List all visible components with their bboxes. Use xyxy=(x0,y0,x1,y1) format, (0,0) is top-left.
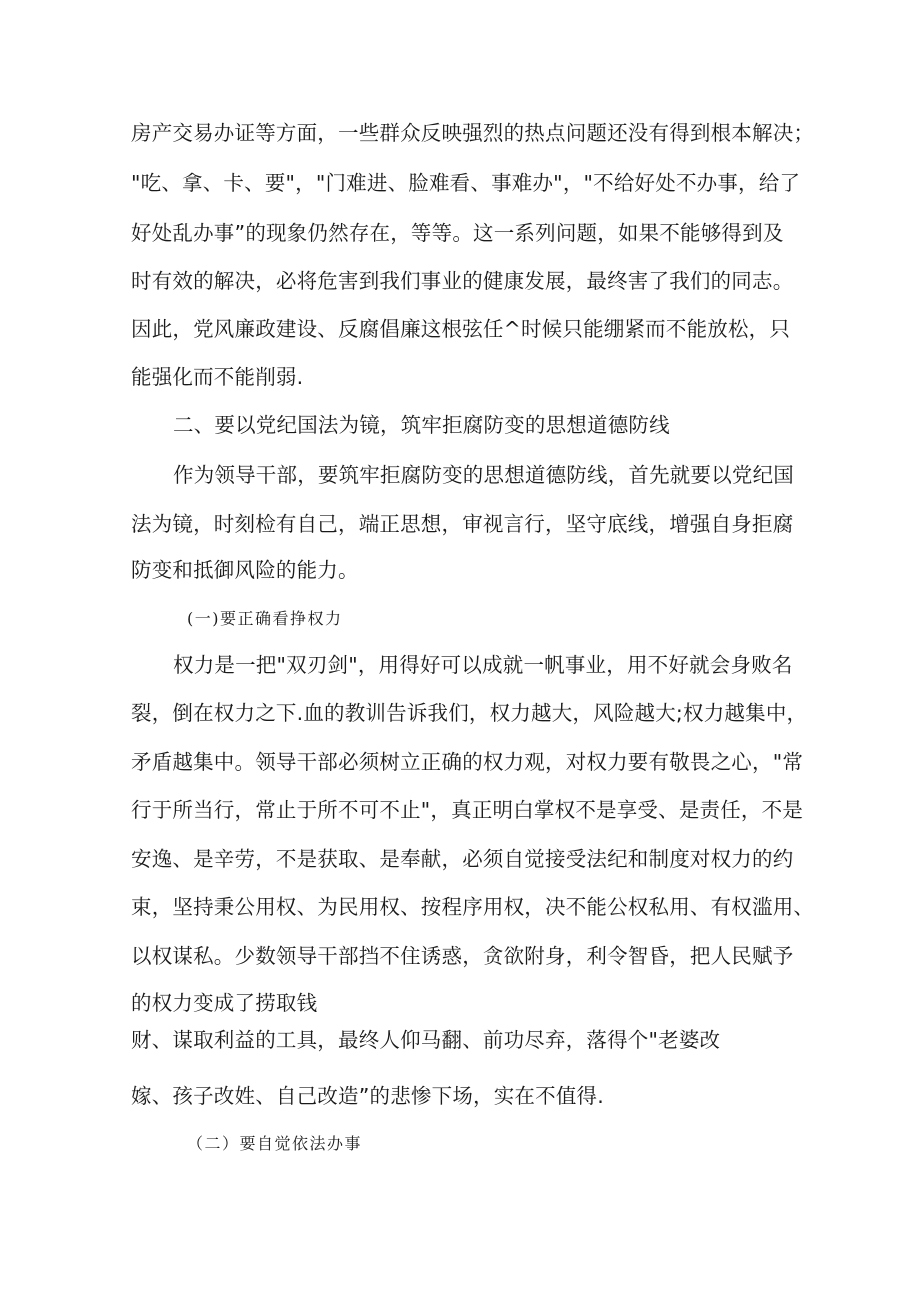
paragraph-2-line-3: 防变和抵御风险的能力。 xyxy=(131,558,359,582)
paragraph-2-line-1: 作为领导干部，要筑牢拒腐防变的思想道德防线，首先就要以党纪国 xyxy=(173,463,794,487)
paragraph-3-line-2: 裂，倒在权力之下.血的教训告诉我们，权力越大，风险越大;权力越集中， xyxy=(131,701,808,725)
subheading-1: (一)要正确看挣权力 xyxy=(187,609,343,628)
paragraph-3-line-5: 安逸、是辛劳，不是获取、是奉献，必须自觉接受法纪和制度对权力的约 xyxy=(131,847,794,871)
paragraph-1-line-3: 好处乱办事”的现象仍然存在，等等。这一系列问题，如果不能够得到及 xyxy=(131,221,784,245)
paragraph-1-line-2: "吃、拿、卡、要"，"门难进、脸难看、事难办"，"不给好处不办事，给了 xyxy=(131,171,801,195)
paragraph-1-line-4: 时有效的解决，必将危害到我们事业的健康发展，最终害了我们的同志。 xyxy=(131,269,794,293)
subheading-2: （二）要自觉依法办事 xyxy=(187,1134,363,1153)
paragraph-3-line-9: 财、谋取利益的工具，最终人仰马翻、前功尽弃，落得个"老婆改 xyxy=(131,1028,721,1052)
section-heading-2: 二、要以党纪国法为镜，筑牢拒腐防变的思想道德防线 xyxy=(173,413,670,437)
paragraph-3-line-3: 矛盾越集中。领导干部必须树立正确的权力观，对权力要有敬畏之心，"常 xyxy=(131,750,804,774)
paragraph-1-line-5: 因此，党风廉政建设、反腐倡廉这根弦任^时候只能绷紧而不能放松，只 xyxy=(131,317,791,341)
paragraph-3-line-4: 行于所当行，常止于所不可不止"，真正明白掌权不是享受、是责任，不是 xyxy=(131,798,804,822)
paragraph-3-line-10: 嫁、孩子改姓、自己改造”的悲惨下场，实在不值得. xyxy=(131,1084,604,1108)
paragraph-1-line-1: 房产交易办证等方面，一些群众反映强烈的热点问题还没有得到根本解决； xyxy=(131,121,815,145)
paragraph-1-line-6: 能强化而不能削弱. xyxy=(131,365,304,389)
paragraph-2-line-2: 法为镜，时刻检有自己，端正思想，审视言行，坚守底线，增强自身拒腐 xyxy=(131,512,794,536)
paragraph-3-line-1: 权力是一把"双刃剑"，用得好可以成就一帆事业，用不好就会身败名 xyxy=(173,653,793,677)
paragraph-3-line-7: 以权谋私。少数领导干部挡不住诱惑，贪欲附身，利令智昏，把人民赋予 xyxy=(131,944,794,968)
paragraph-3-line-6: 束，坚持秉公用权、为民用权、按程序用权，决不能公权私用、有权滥用、 xyxy=(131,895,815,919)
paragraph-3-line-8: 的权力变成了捞取钱 xyxy=(131,991,318,1015)
